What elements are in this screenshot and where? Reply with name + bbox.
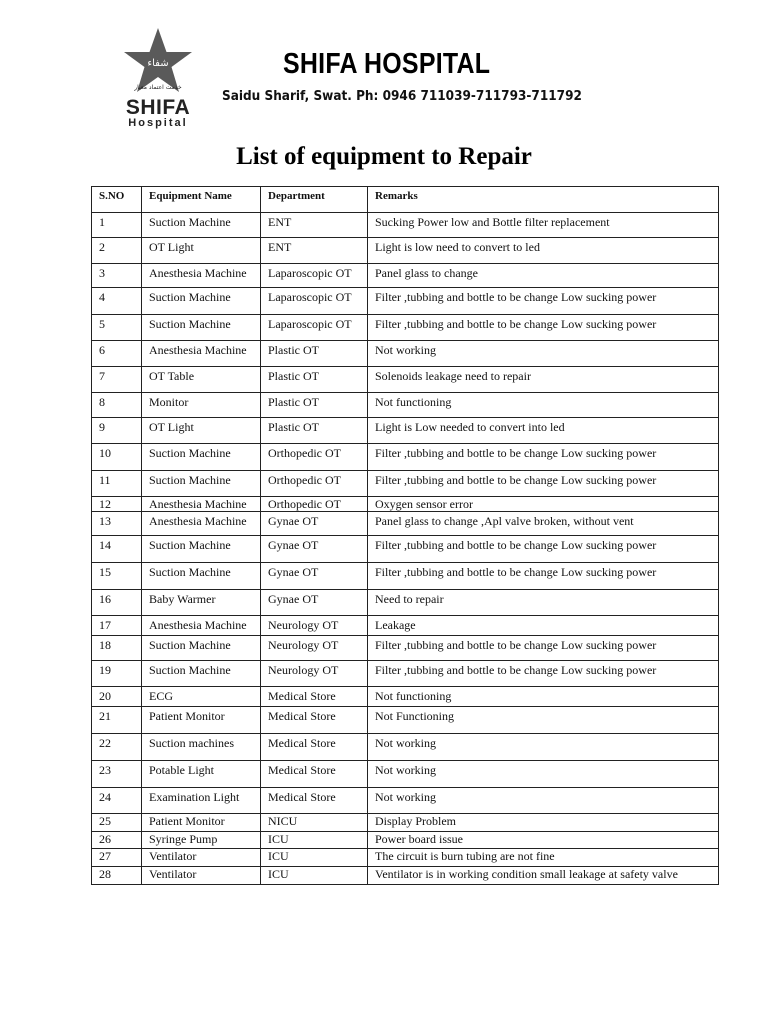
row-sno: 2 (92, 238, 142, 264)
row-equipment: Patient Monitor (142, 814, 261, 832)
table-row (92, 867, 719, 885)
row-department: Neurology OT (261, 661, 368, 687)
table-row (92, 497, 719, 512)
row-sno: 6 (92, 341, 142, 367)
row-department: Medical Store (261, 761, 368, 788)
table-row (92, 814, 719, 832)
row-sno: 25 (92, 814, 142, 832)
row-department: ICU (261, 849, 368, 867)
row-department: Neurology OT (261, 636, 368, 661)
row-sno: 26 (92, 832, 142, 849)
table-row (92, 315, 719, 341)
row-department: Orthopedic OT (261, 444, 368, 471)
table-row (92, 213, 719, 238)
row-sno: 9 (92, 418, 142, 444)
table-row (92, 288, 719, 315)
row-equipment: ECG (142, 687, 261, 707)
row-equipment: Monitor (142, 393, 261, 418)
row-remarks: Ventilator is in working condition small leakage at safety valve (368, 867, 719, 885)
table-row (92, 788, 719, 814)
row-equipment: OT Table (142, 367, 261, 393)
row-equipment: Ventilator (142, 867, 261, 885)
row-remarks: Sucking Power low and Bottle filter replacement (368, 213, 719, 238)
row-remarks: Filter ,tubbing and bottle to be change Low sucking power (368, 536, 719, 563)
logo-sub: Hospital (128, 117, 188, 129)
table-row (92, 563, 719, 590)
table-row (92, 418, 719, 444)
row-sno: 7 (92, 367, 142, 393)
row-equipment: Suction Machine (142, 563, 261, 590)
row-equipment: Suction Machine (142, 444, 261, 471)
row-department: Gynae OT (261, 536, 368, 563)
row-department: NICU (261, 814, 368, 832)
row-department: Plastic OT (261, 367, 368, 393)
header-department: Department (261, 187, 368, 213)
row-equipment: Anesthesia Machine (142, 512, 261, 536)
row-department: Medical Store (261, 687, 368, 707)
document-title: List of equipment to Repair (236, 143, 532, 170)
row-remarks: Not working (368, 341, 719, 367)
row-remarks: Leakage (368, 616, 719, 636)
row-remarks: Not working (368, 734, 719, 761)
table-row (92, 636, 719, 661)
row-remarks: Light is low need to convert to led (368, 238, 719, 264)
row-department: Orthopedic OT (261, 497, 368, 512)
table-row (92, 832, 719, 849)
row-remarks: Need to repair (368, 590, 719, 616)
row-sno: 4 (92, 288, 142, 315)
row-remarks: Not Functioning (368, 707, 719, 734)
row-remarks: Light is Low needed to convert into led (368, 418, 719, 444)
row-remarks: Filter ,tubbing and bottle to be change Low sucking power (368, 444, 719, 471)
row-equipment: Suction Machine (142, 213, 261, 238)
row-department: Plastic OT (261, 393, 368, 418)
table-header-row (92, 187, 719, 213)
row-remarks: Not functioning (368, 687, 719, 707)
row-equipment: Suction machines (142, 734, 261, 761)
row-sno: 28 (92, 867, 142, 885)
header-sno: S.NO (92, 187, 142, 213)
table-row (92, 661, 719, 687)
row-equipment: OT Light (142, 418, 261, 444)
row-remarks: Power board issue (368, 832, 719, 849)
table-row (92, 393, 719, 418)
table-row (92, 536, 719, 563)
table-row (92, 341, 719, 367)
row-department: ENT (261, 213, 368, 238)
row-remarks: Solenoids leakage need to repair (368, 367, 719, 393)
row-department: ENT (261, 238, 368, 264)
row-equipment: OT Light (142, 238, 261, 264)
row-sno: 5 (92, 315, 142, 341)
row-remarks: Display Problem (368, 814, 719, 832)
table-row (92, 367, 719, 393)
row-equipment: Syringe Pump (142, 832, 261, 849)
row-equipment: Suction Machine (142, 661, 261, 687)
table-row (92, 734, 719, 761)
row-equipment: Suction Machine (142, 536, 261, 563)
row-sno: 19 (92, 661, 142, 687)
table-row (92, 707, 719, 734)
row-remarks: Filter ,tubbing and bottle to be change Low sucking power (368, 471, 719, 497)
table-row (92, 444, 719, 471)
table-row (92, 264, 719, 288)
hospital-name: SHIFA HOSPITAL (283, 48, 491, 80)
row-remarks: Not working (368, 761, 719, 788)
row-equipment: Examination Light (142, 788, 261, 814)
logo-tagline: خدمت اعتماد معیار (134, 84, 182, 91)
row-department: Orthopedic OT (261, 471, 368, 497)
row-remarks: Not working (368, 788, 719, 814)
row-equipment: Patient Monitor (142, 707, 261, 734)
row-department: Medical Store (261, 788, 368, 814)
row-sno: 17 (92, 616, 142, 636)
row-sno: 10 (92, 444, 142, 471)
row-remarks: Filter ,tubbing and bottle to be change Low sucking power (368, 661, 719, 687)
row-remarks: Panel glass to change ,Apl valve broken, without vent (368, 512, 719, 536)
row-sno: 3 (92, 264, 142, 288)
row-department: Gynae OT (261, 512, 368, 536)
table-row (92, 512, 719, 536)
row-sno: 14 (92, 536, 142, 563)
row-equipment: Suction Machine (142, 471, 261, 497)
row-sno: 21 (92, 707, 142, 734)
row-equipment: Suction Machine (142, 315, 261, 341)
row-equipment: Anesthesia Machine (142, 264, 261, 288)
row-equipment: Suction Machine (142, 636, 261, 661)
logo-name: SHIFA (125, 96, 191, 119)
equipment-table (91, 186, 719, 885)
row-equipment: Potable Light (142, 761, 261, 788)
row-sno: 16 (92, 590, 142, 616)
header-equipment: Equipment Name (142, 187, 261, 213)
row-sno: 1 (92, 213, 142, 238)
hospital-logo (118, 26, 198, 130)
logo-arabic-text: شفاء (147, 58, 169, 69)
row-equipment: Baby Warmer (142, 590, 261, 616)
row-department: Laparoscopic OT (261, 264, 368, 288)
row-remarks: The circuit is burn tubing are not fine (368, 849, 719, 867)
row-sno: 8 (92, 393, 142, 418)
row-sno: 15 (92, 563, 142, 590)
row-department: Plastic OT (261, 418, 368, 444)
row-sno: 13 (92, 512, 142, 536)
table-row (92, 687, 719, 707)
row-equipment: Anesthesia Machine (142, 616, 261, 636)
row-department: Laparoscopic OT (261, 288, 368, 315)
row-sno: 22 (92, 734, 142, 761)
row-remarks: Filter ,tubbing and bottle to be change Low sucking power (368, 288, 719, 315)
row-equipment: Anesthesia Machine (142, 497, 261, 512)
row-equipment: Ventilator (142, 849, 261, 867)
row-equipment: Anesthesia Machine (142, 341, 261, 367)
row-equipment: Suction Machine (142, 288, 261, 315)
row-remarks: Filter ,tubbing and bottle to be change Low sucking power (368, 563, 719, 590)
header-remarks: Remarks (368, 187, 719, 213)
table-row (92, 590, 719, 616)
row-sno: 18 (92, 636, 142, 661)
row-remarks: Oxygen sensor error (368, 497, 719, 512)
row-department: Medical Store (261, 734, 368, 761)
row-sno: 24 (92, 788, 142, 814)
hospital-address: Saidu Sharif, Swat. Ph: 0946 711039-711793-711792 (222, 89, 582, 104)
table-row (92, 471, 719, 497)
row-remarks: Filter ,tubbing and bottle to be change Low sucking power (368, 315, 719, 341)
row-department: Neurology OT (261, 616, 368, 636)
row-department: Gynae OT (261, 590, 368, 616)
row-department: ICU (261, 867, 368, 885)
row-sno: 27 (92, 849, 142, 867)
table-row (92, 761, 719, 788)
row-department: Plastic OT (261, 341, 368, 367)
row-sno: 20 (92, 687, 142, 707)
row-sno: 11 (92, 471, 142, 497)
table-row (92, 238, 719, 264)
table-row (92, 616, 719, 636)
row-department: Gynae OT (261, 563, 368, 590)
row-department: Laparoscopic OT (261, 315, 368, 341)
row-sno: 23 (92, 761, 142, 788)
row-department: Medical Store (261, 707, 368, 734)
row-remarks: Filter ,tubbing and bottle to be change Low sucking power (368, 636, 719, 661)
table-row (92, 849, 719, 867)
row-remarks: Panel glass to change (368, 264, 719, 288)
row-department: ICU (261, 832, 368, 849)
row-sno: 12 (92, 497, 142, 512)
row-remarks: Not functioning (368, 393, 719, 418)
